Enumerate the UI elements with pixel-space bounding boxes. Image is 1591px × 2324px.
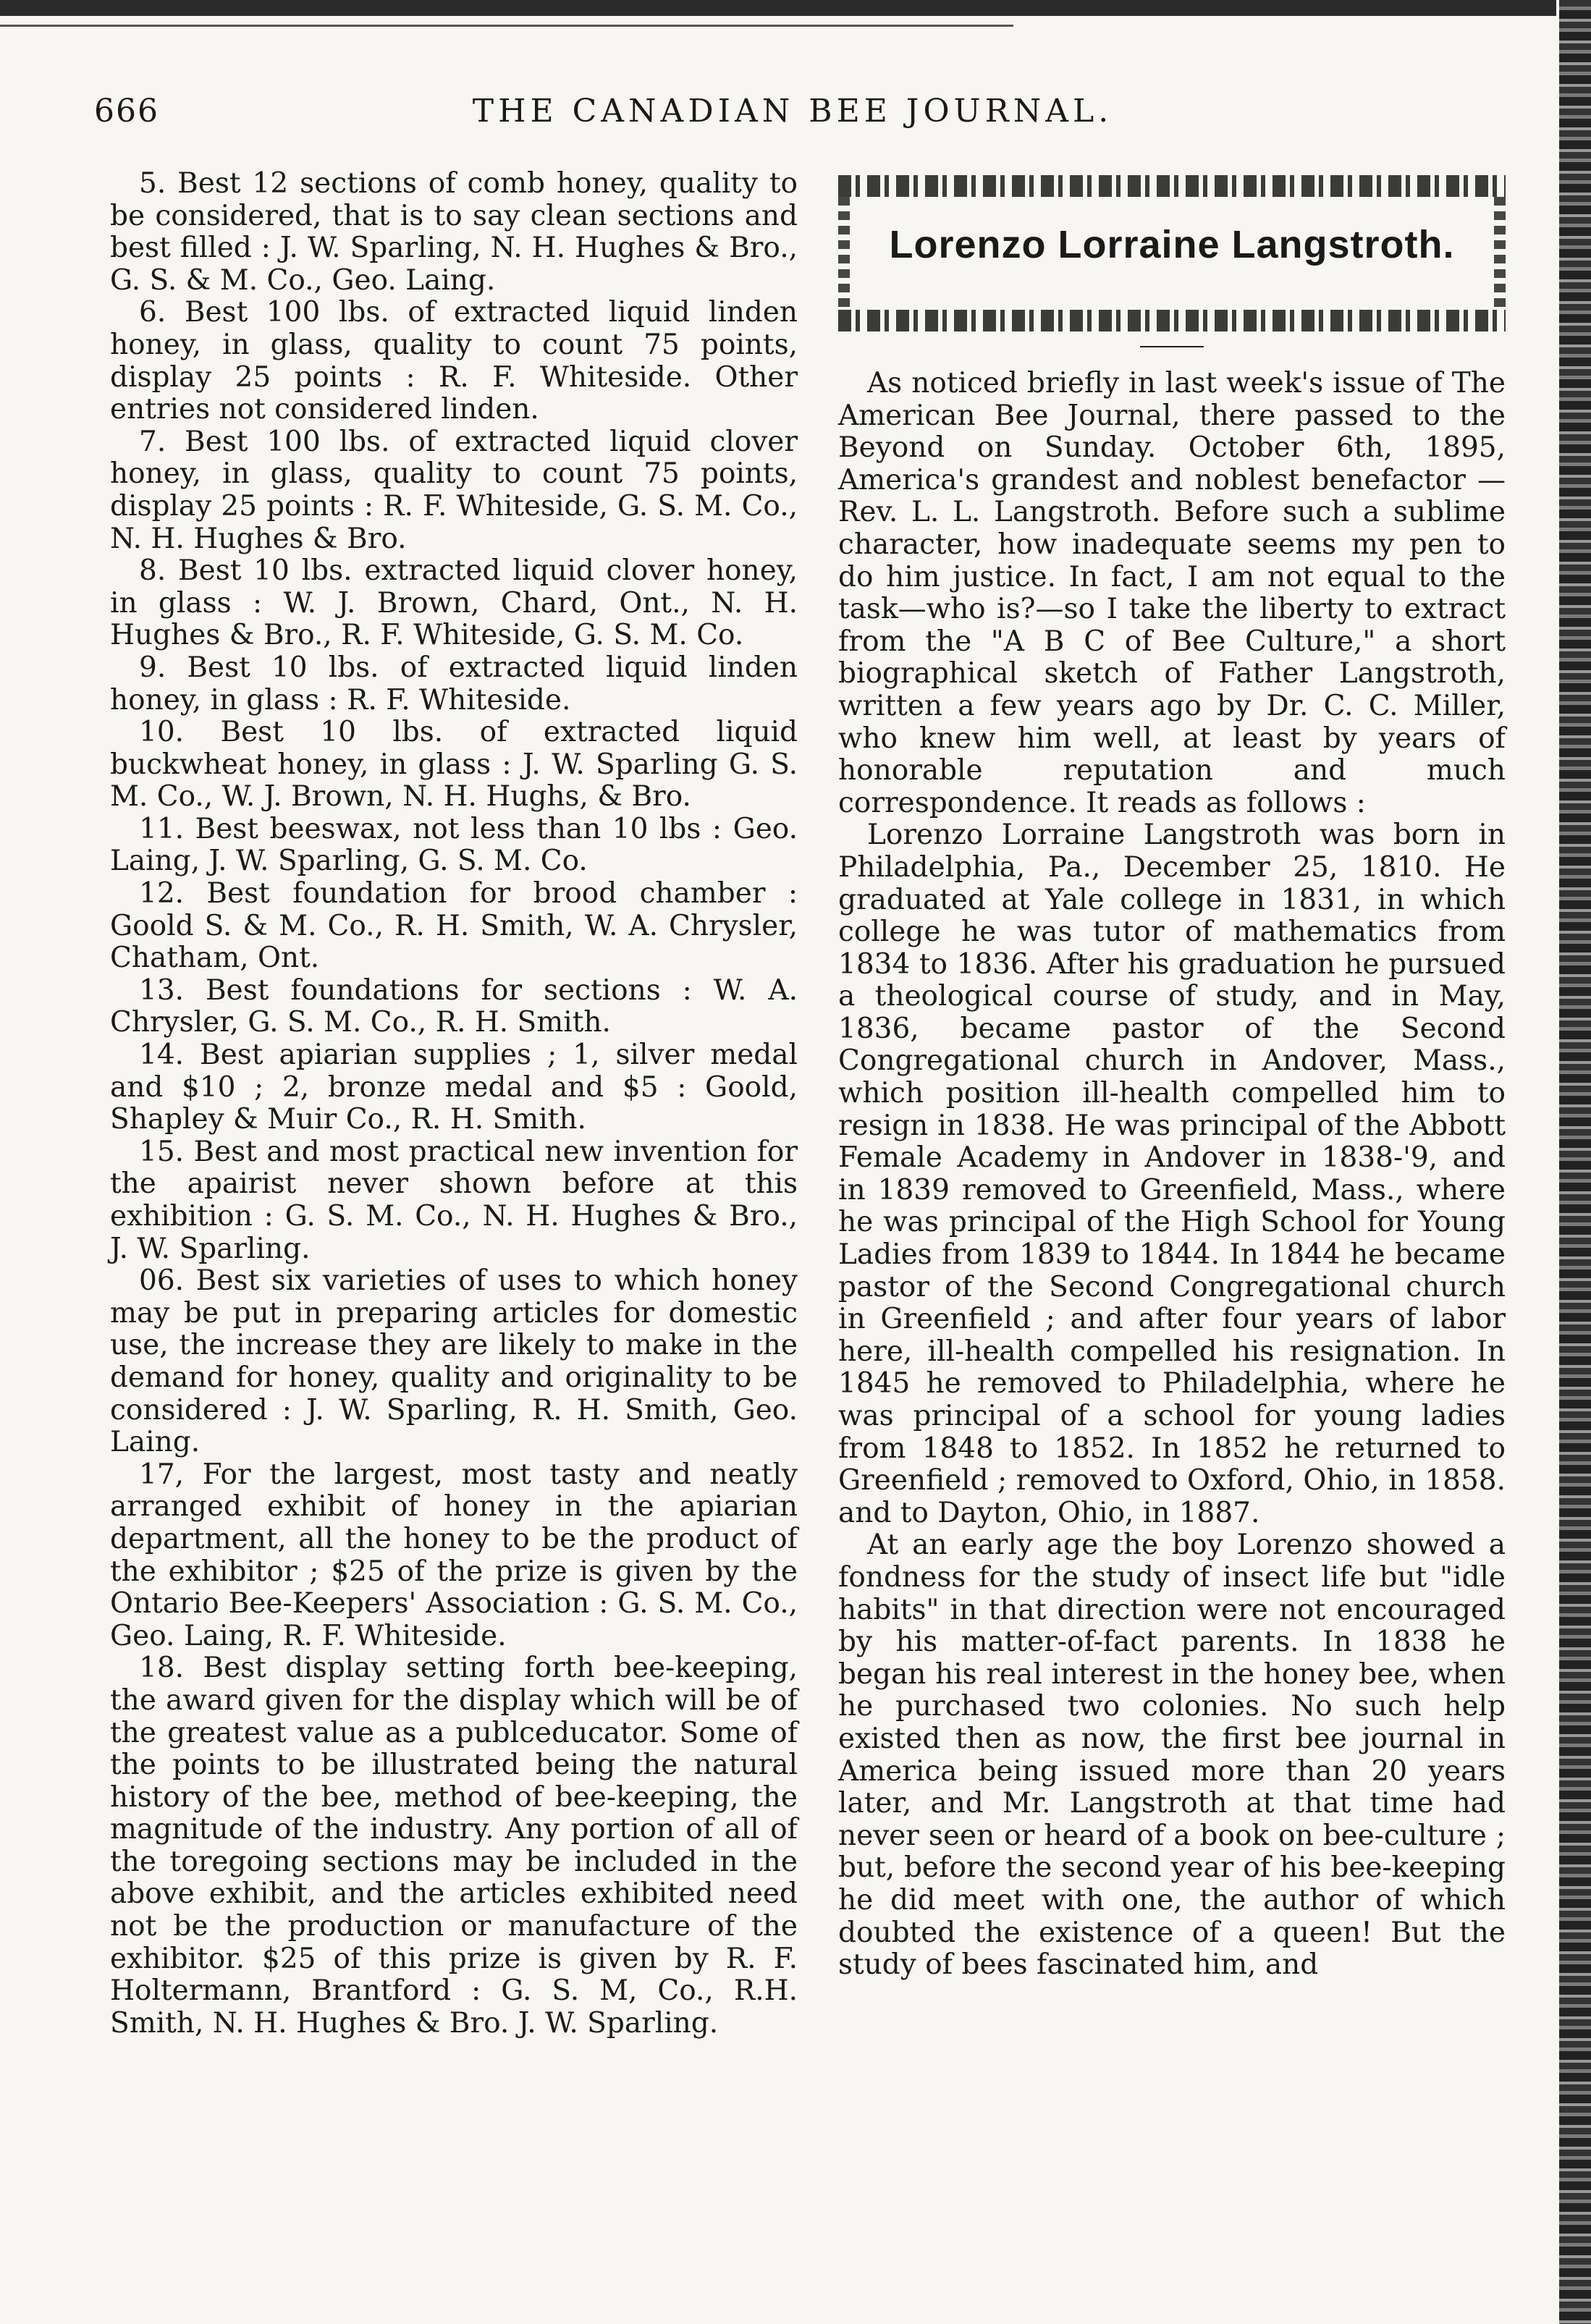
prize-entry: 13. Best foundations for sections : W. A. Chrysler, G. S. M. Co., R. H. Smith. xyxy=(110,973,798,1039)
article-title: Lorenzo Lorraine Langstroth. xyxy=(889,223,1455,266)
article-paragraph: Lorenzo Lorraine Langstroth was born in Philadelphia, Pa., December 25, 1810. He graduated at Yale college in 1831, in which college he was tutor of mathematics from 1834 to 1836. After his graduation he pursued a theological course of study, and in May, 1836, became pastor of the Second Congregational church in Andover, Mass., which position ill-health compelled him to resign in 1838. He was principal of the Abbott Female Academy in Andover in 1838-'9, and in 1839 removed to Greenfield, Mass., where he was principal of the High School for Young Ladies from 1839 to 1844. In 1844 he became pastor of the Second Congregational church in Greenfield ; and after four years of labor here, ill-health compelled his resignation. In 1845 he removed to Philadelphia, where he was principal of a school for young ladies from 1848 to 1852. In 1852 he returned to Greenfield ; removed to Oxford, Ohio, in 1858. and to Dayton, Ohio, in 1887. xyxy=(838,819,1506,1529)
scan-binding-edge xyxy=(1559,0,1591,2324)
left-column xyxy=(110,168,798,2040)
scan-top-edge xyxy=(0,0,1556,16)
article-paragraph: As noticed briefly in last week's issue of The American Bee Journal, there passed to the Beyond on Sunday. October 6th, 1895, America's grandest and noblest benefactor —Rev. L. L. Langstroth. Before such a sublime character, how inadequate seems my pen to do him justice. In fact, I am not equal to the task—who is?—so I take the liberty to extract from the "A B C of Bee Culture," a short biographical sketch of Father Langstroth, written a few years ago by Dr. C. C. Miller, who knew him well, at least by years of honorable reputation and much correspondence. It reads as follows : xyxy=(838,367,1506,819)
prize-entry: 15. Best and most practical new invention for the apairist never shown before at this exhibition : G. S. M. Co., N. H. Hughes & Bro., J. W. Sparling. xyxy=(110,1135,798,1265)
prize-entry: 14. Best apiarian supplies ; 1, silver medal and $10 ; 2, bronze medal and $5 : Goold, Shapley & Muir Co., R. H. Smith. xyxy=(110,1039,798,1136)
article-title-box xyxy=(838,168,1506,349)
article-paragraph: At an early age the boy Lorenzo showed a fondness for the study of insect life but "idle habits" in that direction were not encouraged by his matter-of-fact parents. In 1838 he began his real interest in the honey bee, when he purchased two colonies. No such help existed then as now, the first bee journal in America being issued more than 20 years later, and Mr. Langstroth at that time had never seen or heard of a book on bee-culture ; but, before the second year of his bee-keeping he did meet with one, the author of which doubted the existence of a queen! But the study of bees fascinated him, and xyxy=(838,1529,1506,1982)
prize-entry: 8. Best 10 lbs. extracted liquid clover honey, in glass : W. J. Brown, Chard, Ont., N. H. Hughes & Bro., R. F. Whiteside, G. S. M. Co. xyxy=(110,554,798,652)
page-number: 666 xyxy=(94,93,159,130)
journal-title: THE CANADIAN BEE JOURNAL. xyxy=(472,93,1113,130)
title-rule xyxy=(1140,346,1204,347)
prize-entry: 6. Best 100 lbs. of extracted liquid linden honey, in glass, quality to count 75 points, display 25 points : R. F. Whiteside. Other entries not considered linden. xyxy=(110,296,798,426)
prize-entry: 12. Best foundation for brood chamber : Goold S. & M. Co., R. H. Smith, W. A. Chrysler, Chatham, Ont. xyxy=(110,877,798,975)
prize-entry: 18. Best display setting forth bee-keeping, the award given for the display which will be of the greatest value as a publceducator. Some of the points to be illustrated being the natural history of the bee, method of bee-keeping, the magnitude of the industry. Any portion of all of the toregoing sections may be included in the above exhibit, and the articles exhibited need not be the production or manufacture of the exhibitor. $25 of this prize is given by R. F. Holtermann, Brantford : G. S. M, Co., R.H. Smith, N. H. Hughes & Bro. J. W. Sparling. xyxy=(110,1652,798,2040)
scan-top-line xyxy=(0,25,1013,27)
prize-entry: 9. Best 10 lbs. of extracted liquid linden honey, in glass : R. F. Whiteside. xyxy=(110,651,798,717)
prize-entry: 10. Best 10 lbs. of extracted liquid buckwheat honey, in glass : J. W. Sparling G. S. M. Co., W. J. Brown, N. H. Hughs, & Bro. xyxy=(110,716,798,814)
prize-entry: 7. Best 100 lbs. of extracted liquid clover honey, in glass, quality to count 75 points, display 25 points : R. F. Whiteside, G. S. M. Co., N. H. Hughes & Bro. xyxy=(110,425,798,555)
right-column xyxy=(838,168,1506,1982)
prize-entry: 5. Best 12 sections of comb honey, quality to be considered, that is to say clean sections and best filled : J. W. Sparling, N. H. Hughes & Bro., G. S. & M. Co., Geo. Laing. xyxy=(110,167,798,297)
ornamental-border-top xyxy=(838,175,1506,197)
prize-entry: 06. Best six varieties of uses to which honey may be put in preparing articles for domestic use, the increase they are likely to make in the demand for honey, quality and originality to be considered : J. W. Sparling, R. H. Smith, Geo. Laing. xyxy=(110,1264,798,1459)
page-header xyxy=(94,85,1491,143)
prize-entry: 17, For the largest, most tasty and neatly arranged exhibit of honey in the apiarian department, all the honey to be the product of the exhibitor ; $25 of the prize is given by the Ontario Bee-Keepers' Association : G. S. M. Co., Geo. Laing, R. F. Whiteside. xyxy=(110,1458,798,1652)
prize-entry: 11. Best beeswax, not less than 10 lbs : Geo. Laing, J. W. Sparling, G. S. M. Co. xyxy=(110,812,798,878)
ornamental-border-bottom xyxy=(838,310,1506,331)
